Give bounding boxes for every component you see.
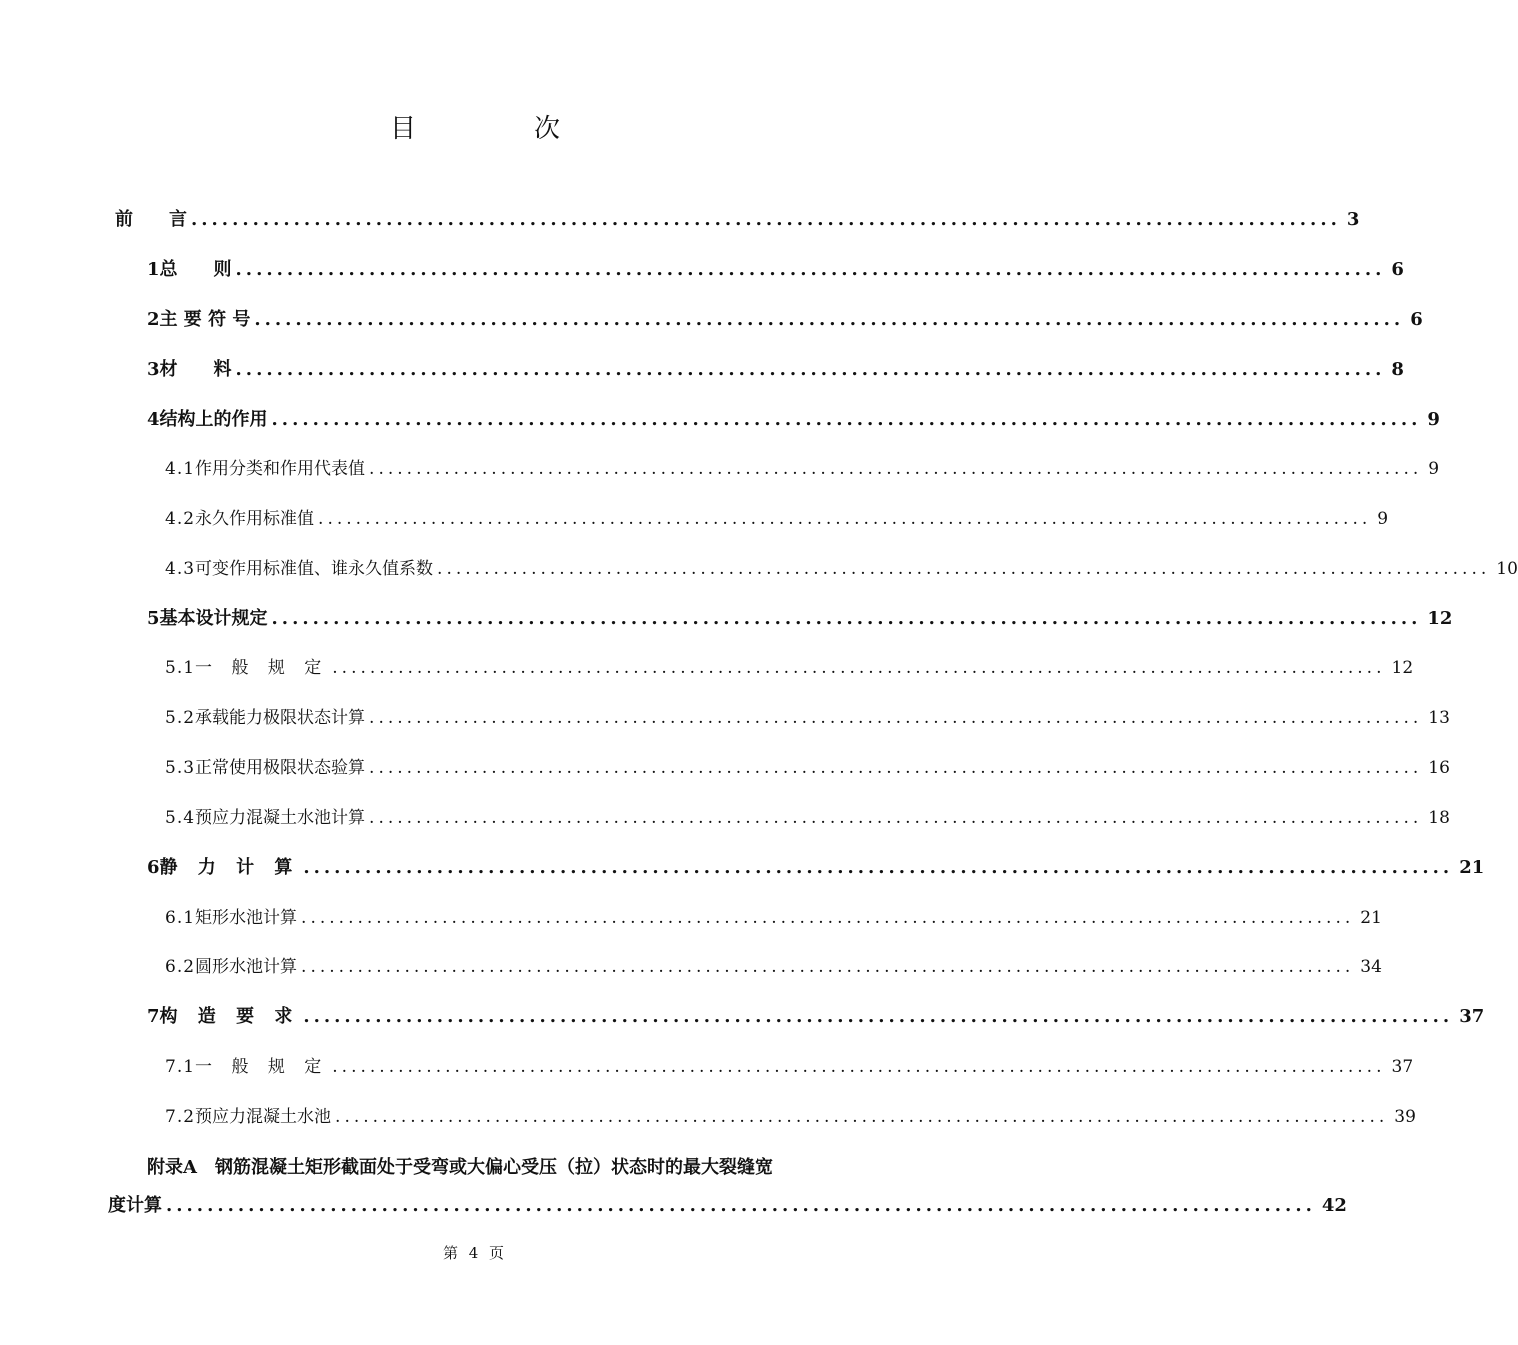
toc-leader: ................................................................................................................ [303, 1006, 1454, 1027]
toc-entry[interactable] [165, 1104, 1416, 1130]
toc-label: 承载能力极限状态计算 [195, 708, 366, 728]
toc-leader: ................................................................................................................ [271, 608, 1422, 629]
toc-leader: ................................................................................................................ [369, 808, 1423, 828]
toc-label: 一 般 规 定 [195, 1057, 329, 1077]
toc-page: 6 [1410, 309, 1423, 330]
toc-page: 12 [1427, 608, 1453, 629]
toc-page: 10 [1496, 559, 1518, 579]
toc-leader: ................................................................................................................ [303, 857, 1454, 878]
toc-entry[interactable] [165, 954, 1382, 980]
toc-page: 16 [1428, 758, 1450, 778]
toc-number: 4.3 [165, 559, 196, 579]
toc-label: 一 般 规 定 [195, 658, 329, 678]
toc-leader: ................................................................................................................ [235, 359, 1386, 380]
toc-leader: ................................................................................................................ [301, 957, 1355, 977]
toc-number: 7 [147, 1006, 160, 1027]
toc-leader: ................................................................................................................ [254, 309, 1405, 330]
toc-entry[interactable] [165, 805, 1450, 831]
toc-label: 总 则 [159, 259, 232, 280]
toc-entry[interactable] [147, 407, 1440, 433]
toc-label: 材 料 [159, 359, 232, 380]
toc-page: 13 [1428, 708, 1450, 728]
toc-label: 可变作用标准值、谁永久值系数 [195, 559, 434, 579]
toc-label: 作用分类和作用代表值 [195, 459, 366, 479]
toc-entry-appendix[interactable] [108, 1193, 1347, 1219]
toc-number: 5 [147, 608, 160, 629]
toc-label: 预应力混凝土水池 [195, 1107, 332, 1127]
toc-leader: ................................................................................................................ [191, 209, 1341, 230]
toc-label: 前 言 [115, 209, 187, 230]
toc-page: 39 [1394, 1107, 1416, 1127]
toc-page: 42 [1321, 1195, 1347, 1216]
toc-page: 9 [1377, 509, 1389, 529]
toc-leader: ................................................................................................................ [369, 708, 1423, 728]
toc-entry[interactable] [165, 705, 1450, 731]
toc-entry[interactable] [165, 506, 1389, 532]
toc-number: 3 [147, 359, 160, 380]
toc-label: 度计算 [108, 1195, 162, 1216]
toc-leader: ................................................................................................................ [318, 509, 1372, 529]
toc-label: 结构上的作用 [159, 409, 268, 430]
toc-leader: ................................................................................................................ [271, 409, 1422, 430]
toc-page: 6 [1391, 259, 1404, 280]
toc-leader: ................................................................................................................ [332, 1057, 1386, 1077]
toc-page: 9 [1427, 409, 1440, 430]
toc-number: 5.2 [165, 708, 196, 728]
toc-label: 静 力 计 算 [159, 857, 300, 878]
toc-entry[interactable] [147, 1004, 1485, 1030]
toc-number: 6 [147, 857, 160, 878]
toc-entry[interactable] [115, 207, 1360, 233]
toc-number: 2 [147, 309, 160, 330]
toc-entry[interactable] [147, 855, 1485, 881]
toc-entry[interactable] [147, 606, 1453, 632]
toc-entry[interactable] [147, 307, 1423, 333]
toc-label: 正常使用极限状态验算 [195, 758, 366, 778]
toc-number: 5.1 [165, 658, 196, 678]
toc-page: 34 [1360, 957, 1382, 977]
toc-page: 37 [1459, 1006, 1485, 1027]
toc-number: 7.1 [165, 1057, 196, 1077]
toc-leader: ................................................................................................................ [369, 459, 1423, 479]
toc-number: 6.2 [165, 957, 196, 977]
toc-leader: ................................................................................................................ [335, 1107, 1389, 1127]
toc-page: 21 [1360, 908, 1382, 928]
page-title: 目 次 [389, 114, 606, 144]
toc-label: 构 造 要 求 [159, 1006, 300, 1027]
toc-label: 主 要 符 号 [159, 309, 251, 330]
toc-leader: ................................................................................................................ [437, 559, 1491, 579]
toc-number: 4.2 [165, 509, 196, 529]
toc-entry[interactable] [147, 357, 1404, 383]
toc-page: 12 [1391, 658, 1414, 678]
toc-leader: ................................................................................................................ [166, 1195, 1316, 1216]
toc-number: 4.1 [165, 459, 196, 479]
toc-entry[interactable] [165, 755, 1450, 781]
toc-entry[interactable] [165, 655, 1414, 681]
toc-number: 4 [147, 409, 160, 430]
toc-appendix-title[interactable]: 附录A 钢筋混凝土矩形截面处于受弯或大偏心受压（拉）状态时的最大裂缝宽 [147, 1157, 773, 1178]
toc-entry[interactable] [165, 1054, 1414, 1080]
toc-leader: ................................................................................................................ [301, 908, 1355, 928]
toc-label: 基本设计规定 [159, 608, 268, 629]
toc-label: 圆形水池计算 [195, 957, 298, 977]
toc-leader: ................................................................................................................ [235, 259, 1386, 280]
toc-entry[interactable] [165, 456, 1440, 482]
toc-page: 9 [1428, 459, 1440, 479]
page-footer: 第 4 页 [442, 1244, 508, 1262]
toc-number: 5.4 [165, 808, 196, 828]
toc-number: 1 [147, 259, 160, 280]
toc-page: 18 [1428, 808, 1450, 828]
toc-number: 6.1 [165, 908, 196, 928]
toc-page: 21 [1459, 857, 1485, 878]
toc-leader: ................................................................................................................ [332, 658, 1386, 678]
toc-entry[interactable] [165, 556, 1518, 582]
toc-label: 预应力混凝土水池计算 [195, 808, 366, 828]
toc-leader: ................................................................................................................ [369, 758, 1423, 778]
toc-label: 永久作用标准值 [195, 509, 315, 529]
toc-number: 5.3 [165, 758, 196, 778]
toc-entry[interactable] [165, 905, 1382, 931]
toc-number: 7.2 [165, 1107, 196, 1127]
toc-page: 8 [1391, 359, 1404, 380]
toc-page: 37 [1391, 1057, 1414, 1077]
toc-page: 3 [1346, 209, 1360, 230]
toc-label: 矩形水池计算 [195, 908, 298, 928]
toc-entry[interactable] [147, 257, 1404, 283]
